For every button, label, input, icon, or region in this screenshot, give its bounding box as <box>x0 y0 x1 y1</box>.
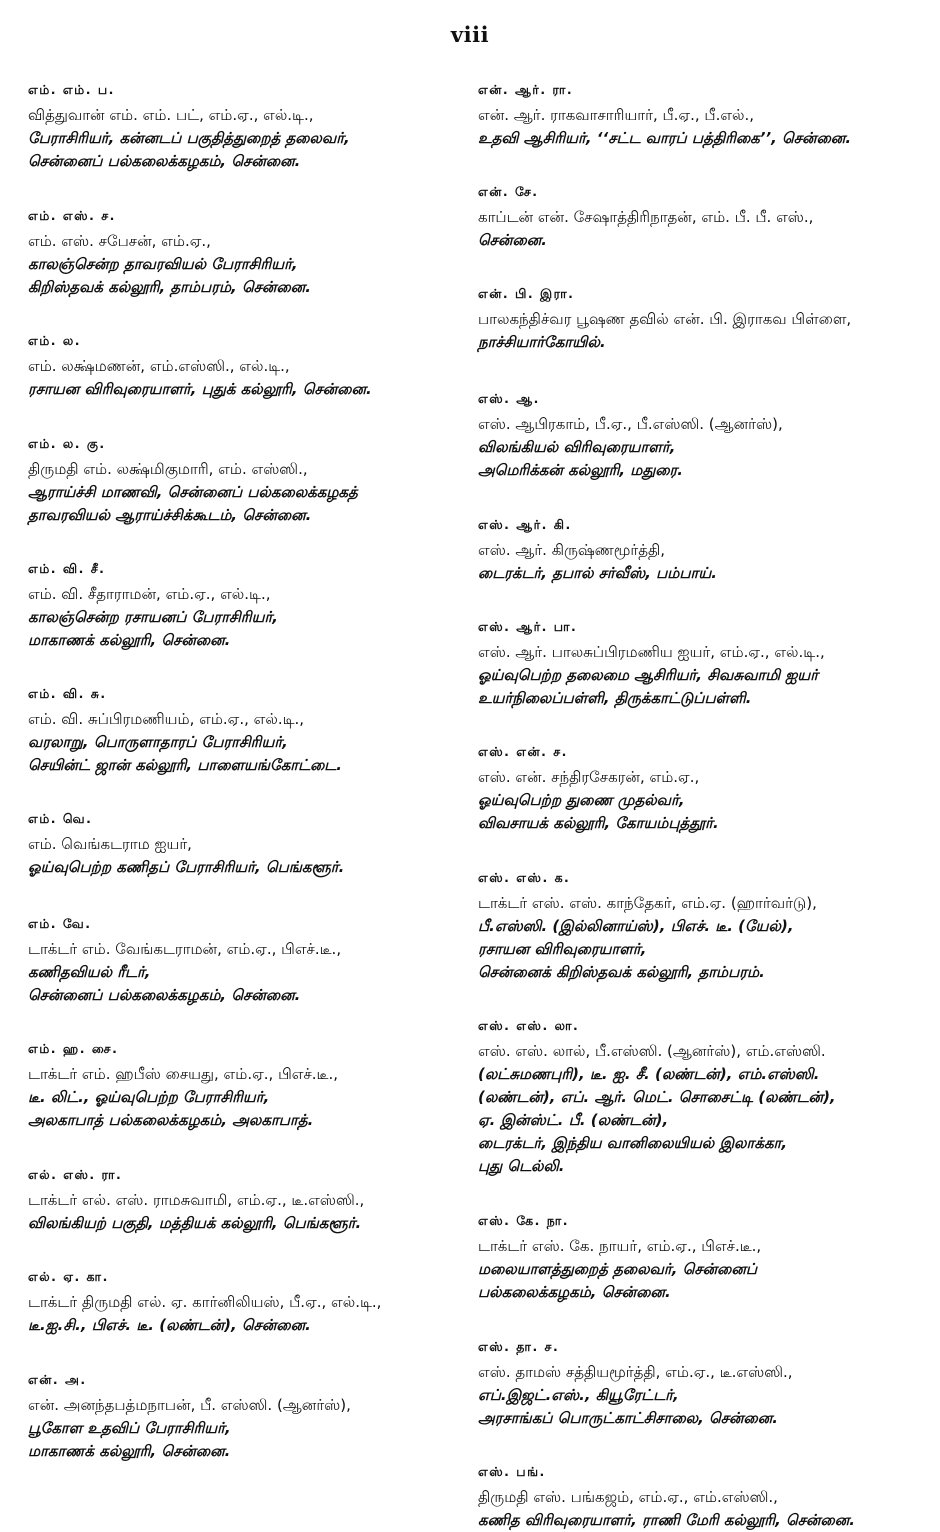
contributor-name: டாக்டர் திருமதி எல். ஏ. கார்னிலியஸ், பீ.ஏ., எல்.டி., <box>28 1293 382 1311</box>
contributor-entry <box>478 284 908 354</box>
contributor-detail: கணித விரிவுரையாளர், ராணி மேரி கல்லூரி, சென்னை. <box>478 1511 855 1529</box>
contributor-abbreviation: எஸ். என். ச. <box>478 744 568 759</box>
contributor-abbreviation: எம். எஸ். ச. <box>28 208 116 223</box>
contributor-name: டாக்டர் எஸ். எஸ். காந்தேகர், எம்.ஏ. (ஹார்வர்டு), <box>478 894 817 912</box>
contributor-entry <box>28 331 458 401</box>
contributor-name: எம். எஸ். சபேசன், எம்.ஏ., <box>28 232 211 250</box>
contributor-entry <box>478 868 908 984</box>
contributor-name: பாலகந்திச்வர பூஷண தவில் என். பி. இராகவ பிள்ளை, <box>478 310 852 328</box>
contributor-abbreviation: எஸ். எஸ். க. <box>478 870 571 885</box>
contributor-detail: ஆராய்ச்சி மாணவி, சென்னைப் பல்கலைக்கழகத் <box>28 483 358 501</box>
contributor-abbreviation: எஸ். கே. நா. <box>478 1213 570 1228</box>
contributor-entry <box>28 434 458 527</box>
contributor-entry <box>28 914 458 1007</box>
contributor-detail: ஓய்வுபெற்ற கணிதப் பேராசிரியர், பெங்களூர். <box>28 858 345 876</box>
contributor-name: திருமதி எம். லக்ஷ்மிகுமாரி, எம். எஸ்ஸி., <box>28 460 308 478</box>
contributor-detail: கணிதவியல் ரீடர், <box>28 963 151 981</box>
contributor-abbreviation: எம். ல. <box>28 333 82 348</box>
contributor-detail: நாச்சியார்கோயில். <box>478 333 606 351</box>
contributor-entry <box>478 1337 908 1430</box>
contributor-entry <box>478 515 908 585</box>
contributor-abbreviation: என். அ. <box>28 1372 87 1387</box>
contributor-detail: வரலாறு, பொருளாதாரப் பேராசிரியர், <box>28 733 288 751</box>
contributor-detail: அலகாபாத் பல்கலைக்கழகம், அலகாபாத். <box>28 1111 314 1129</box>
contributor-entry <box>478 389 908 482</box>
contributor-detail: விலங்கியல் விரிவுரையாளர், <box>478 438 676 456</box>
contributor-detail: செயின்ட் ஜான் கல்லூரி, பாளையங்கோட்டை. <box>28 756 342 774</box>
contributor-detail: டைரக்டர், இந்திய வானிலையியல் இலாக்கா, <box>478 1134 788 1152</box>
contributor-name: எஸ். என். சந்திரசேகரன், எம்.ஏ., <box>478 768 700 786</box>
contributor-abbreviation: எஸ். தா. ச. <box>478 1339 560 1354</box>
contributor-detail: (லட்சுமணபுரி), டீ. ஐ. சீ. (லண்டன்), எம்.எஸ்ஸி. <box>478 1065 820 1083</box>
contributor-entry <box>28 1039 458 1132</box>
contributor-entry <box>478 80 908 150</box>
contributor-detail: (லண்டன்), எப். ஆர். மெட். சொசைட்டி (லண்டன்), <box>478 1088 836 1106</box>
contributor-detail: தாவரவியல் ஆராய்ச்சிக்கூடம், சென்னை. <box>28 506 312 524</box>
contributor-abbreviation: எஸ். ஆர். கி. <box>478 517 572 532</box>
contributor-abbreviation: எஸ். ஆ. <box>478 391 540 406</box>
contributor-name: எம். வெங்கடராம ஐயர், <box>28 835 192 853</box>
contributor-name: எஸ். ஆர். பாலசுப்பிரமணிய ஐயர், எம்.ஏ., எல்.டி., <box>478 643 825 661</box>
contributor-entry <box>28 1370 458 1463</box>
contributor-detail: டீ. லிட்., ஓய்வுபெற்ற பேராசிரியர், <box>28 1088 270 1106</box>
contributor-name: வித்துவான் எம். எம். பட், எம்.ஏ., எல்.டி., <box>28 106 314 124</box>
contributor-detail: மாகாணக் கல்லூரி, சென்னை. <box>28 1442 231 1460</box>
contributor-abbreviation: எம். எம். ப. <box>28 82 115 97</box>
contributor-detail: புது டெல்லி. <box>478 1157 565 1175</box>
contributor-name: டாக்டர் எம். ஹபீஸ் சையது, எம்.ஏ., பிஎச்.டீ., <box>28 1065 339 1083</box>
contributor-name: எஸ். எஸ். லால், பீ.எஸ்ஸி. (ஆனர்ஸ்), எம்.எஸ்ஸி. <box>478 1042 826 1060</box>
contributor-entry <box>478 182 908 252</box>
contributor-name: எஸ். ஆபிரகாம், பீ.ஏ., பீ.எஸ்ஸி. (ஆனர்ஸ்), <box>478 415 783 433</box>
left-column <box>28 80 458 1463</box>
contributor-detail: பேராசிரியர், கன்னடப் பகுதித்துறைத் தலைவர், <box>28 129 350 147</box>
contributor-detail: பூகோள உதவிப் பேராசிரியர், <box>28 1419 231 1437</box>
contributor-entry <box>28 1267 458 1337</box>
contributor-name: எம். வி. சீதாராமன், எம்.ஏ., எல்.டி., <box>28 585 271 603</box>
contributor-name: டாக்டர் எல். எஸ். ராமசுவாமி, எம்.ஏ., டீ.எஸ்ஸி., <box>28 1191 365 1209</box>
contributor-entry <box>28 809 458 879</box>
contributor-abbreviation: என். பி. இரா. <box>478 286 575 301</box>
contributor-detail: சென்னைப் பல்கலைக்கழகம், சென்னை. <box>28 986 301 1004</box>
contributor-entry <box>478 742 908 835</box>
contributor-detail: பல்கலைக்கழகம், சென்னை. <box>478 1283 671 1301</box>
contributor-detail: ரசாயன விரிவுரையாளர், புதுக் கல்லூரி, சென்னை. <box>28 380 372 398</box>
contributor-name: எம். லக்ஷ்மணன், எம்.எஸ்ஸி., எல்.டி., <box>28 357 290 375</box>
contributor-detail: எப்.இஜட்.எஸ்., கியூரேட்டர், <box>478 1386 679 1404</box>
right-column <box>478 80 908 1532</box>
contributor-detail: பீ.எஸ்ஸி. (இல்லினாய்ஸ்), பிஎச். டீ. (யேல்), <box>478 917 794 935</box>
page-number: viii <box>450 22 490 47</box>
contributor-entry <box>478 1016 908 1178</box>
contributor-detail: அரசாங்கப் பொருட்காட்சிசாலை, சென்னை. <box>478 1409 778 1427</box>
contributor-detail: சென்னை. <box>478 231 547 249</box>
contributor-detail: உயர்நிலைப்பள்ளி, திருக்காட்டுப்பள்ளி. <box>478 689 752 707</box>
contributor-abbreviation: என். ஆர். ரா. <box>478 82 574 97</box>
contributor-detail: ஓய்வுபெற்ற துணை முதல்வர், <box>478 791 685 809</box>
contributor-detail: ரசாயன விரிவுரையாளர், <box>478 940 647 958</box>
contributor-abbreviation: என். சே. <box>478 184 539 199</box>
contributor-entry <box>478 1462 908 1532</box>
contributor-detail: விலங்கியற் பகுதி, மத்தியக் கல்லூரி, பெங்களூர். <box>28 1214 362 1232</box>
contributor-entry <box>28 206 458 299</box>
contributor-entry <box>28 559 458 652</box>
contributor-abbreviation: எம். வி. சீ. <box>28 561 106 576</box>
contributor-name: எம். வி. சுப்பிரமணியம், எம்.ஏ., எல்.டி., <box>28 710 305 728</box>
contributor-name: என். அனந்தபத்மநாபன், பீ. எஸ்ஸி. (ஆனர்ஸ்), <box>28 1396 351 1414</box>
contributor-detail: சென்னைக் கிறிஸ்தவக் கல்லூரி, தாம்பரம். <box>478 963 765 981</box>
contributor-detail: மாகாணக் கல்லூரி, சென்னை. <box>28 631 231 649</box>
contributor-abbreviation: எஸ். ஆர். பா. <box>478 619 578 634</box>
contributor-entry <box>28 1165 458 1235</box>
contributor-detail: ஓய்வுபெற்ற தலைமை ஆசிரியர், சிவசுவாமி ஐயர் <box>478 666 819 684</box>
contributor-detail: விவசாயக் கல்லூரி, கோயம்புத்தூர். <box>478 814 719 832</box>
contributor-entry <box>478 1211 908 1304</box>
contributor-abbreviation: எல். எஸ். ரா. <box>28 1167 123 1182</box>
contributor-detail: டீ.ஐ.சி., பிஎச். டீ. (லண்டன்), சென்னை. <box>28 1316 311 1334</box>
contributor-abbreviation: எம். ல. கு. <box>28 436 106 451</box>
contributor-entry <box>28 80 458 173</box>
contributor-abbreviation: எம். ஹ. சை. <box>28 1041 119 1056</box>
contributor-entry <box>478 617 908 710</box>
contributor-name: என். ஆர். ராகவாசாரியார், பீ.ஏ., பீ.எல்., <box>478 106 755 124</box>
contributor-detail: மலையாளத்துறைத் தலைவர், சென்னைப் <box>478 1260 758 1278</box>
contributor-detail: கிறிஸ்தவக் கல்லூரி, தாம்பரம், சென்னை. <box>28 278 311 296</box>
contributor-name: டாக்டர் எம். வேங்கடராமன், எம்.ஏ., பிஎச்.டீ., <box>28 940 342 958</box>
contributor-detail: காலஞ்சென்ற தாவரவியல் பேராசிரியர், <box>28 255 298 273</box>
contributor-name: டாக்டர் எஸ். கே. நாயர், எம்.ஏ., பிஎச்.டீ., <box>478 1237 762 1255</box>
contributor-abbreviation: எம். வெ. <box>28 811 93 826</box>
contributor-abbreviation: எஸ். பங். <box>478 1464 546 1479</box>
contributor-name: எஸ். ஆர். கிருஷ்ணமூர்த்தி, <box>478 541 666 559</box>
contributor-detail: அமெரிக்கன் கல்லூரி, மதுரை. <box>478 461 684 479</box>
contributor-detail: உதவி ஆசிரியர், ‘‘சட்ட வாரப் பத்திரிகை’’, சென்னை. <box>478 129 852 147</box>
contributor-detail: சென்னைப் பல்கலைக்கழகம், சென்னை. <box>28 152 301 170</box>
contributor-name: திருமதி எஸ். பங்கஜம், எம்.ஏ., எம்.எஸ்ஸி., <box>478 1488 778 1506</box>
contributor-abbreviation: எல். ஏ. கா. <box>28 1269 109 1284</box>
contributor-abbreviation: எம். வி. சு. <box>28 686 107 701</box>
contributor-detail: டைரக்டர், தபால் சர்வீஸ், பம்பாய். <box>478 564 717 582</box>
contributor-abbreviation: எம். வே. <box>28 916 92 931</box>
contributor-entry <box>28 684 458 777</box>
contributor-name: எஸ். தாமஸ் சத்தியமூர்த்தி, எம்.ஏ., டீ.எஸ்ஸி., <box>478 1363 793 1381</box>
contributor-detail: காலஞ்சென்ற ரசாயனப் பேராசிரியர், <box>28 608 278 626</box>
contributor-detail: ஏ. இன்ஸ்ட். பீ. (லண்டன்), <box>478 1111 669 1129</box>
contributor-abbreviation: எஸ். எஸ். லா. <box>478 1018 580 1033</box>
contributor-name: காப்டன் என். சேஷாத்திரிநாதன், எம். பீ. பீ. எஸ்., <box>478 208 814 226</box>
